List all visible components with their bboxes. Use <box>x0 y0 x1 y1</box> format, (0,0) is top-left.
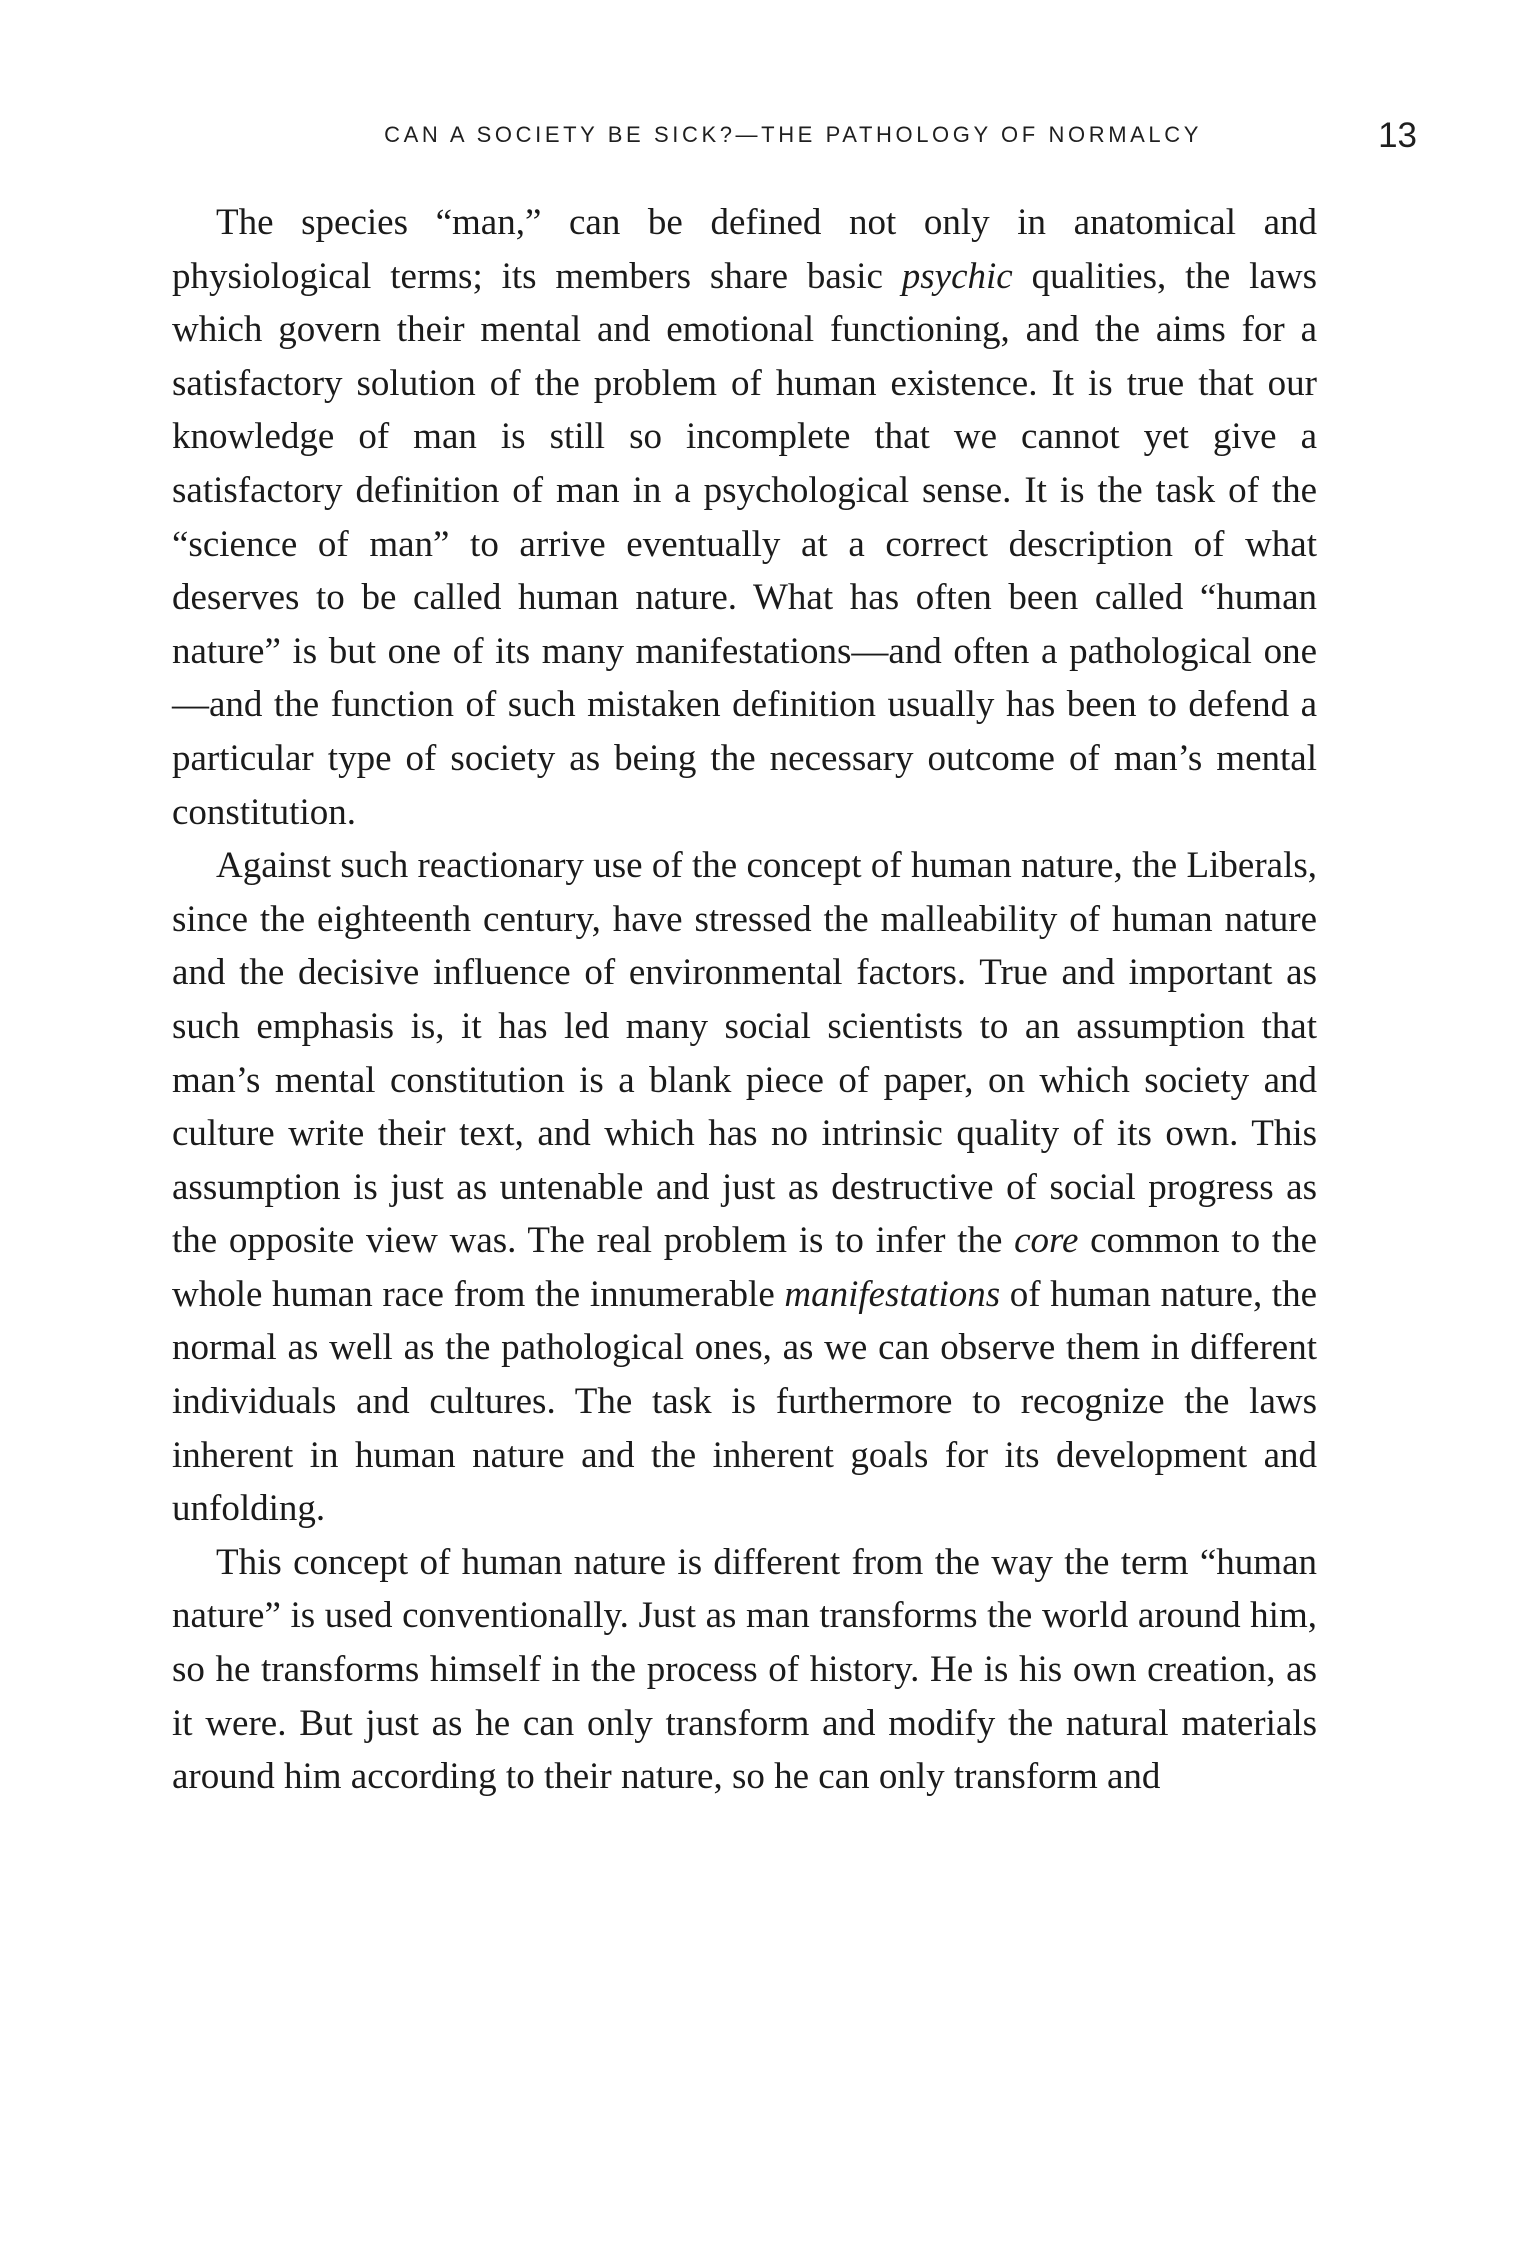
paragraph-2-text: common to the whole human race from the innumerable <box>172 1220 1318 1315</box>
italic-core: core <box>1014 1220 1079 1262</box>
body-text <box>172 196 1317 1804</box>
running-title: CAN A SOCIETY BE SICK?—THE PATHOLOGY OF NORMALCY <box>384 122 1202 147</box>
paragraph-1-text: The species “man,” can be defined not only in anatomical and physiological terms; its members share basic <box>172 202 1317 297</box>
italic-manifestations: manifestations <box>784 1273 1001 1315</box>
italic-psychic: psychic <box>901 255 1013 297</box>
paragraph-3-text: This concept of human nature is different from the way the term “human nature” is used conventionally. Just as man transforms the world around him, so he transforms himself in the process of history. He is his own creation, as it were. But just as he can only transform and modify the natural materials around him according to their nature, so he can only transform and <box>172 1541 1317 1798</box>
paragraph-2-text: of human nature, the normal as well as the pathological ones, as we can observe them in different individuals and cultures. The task is furthermore to recognize the laws inherent in human nature and the inherent goals for its development and unfolding. <box>172 1273 1318 1530</box>
paragraph-1 <box>172 196 1317 839</box>
page-number: 13 <box>1378 116 1417 155</box>
paragraph-2 <box>172 839 1317 1536</box>
paragraph-3 <box>172 1536 1317 1804</box>
paragraph-1-text: qualities, the laws which govern their mental and emotional functioning, and the aims for a satisfactory solution of the problem of human existence. It is true that our knowledge of man is still so incomplete that we cannot yet give a satisfactory definition of man in a psychological sense. It is the task of the “science of man” to arrive eventually at a correct description of what deserves to be called human nature. What has often been called “human nature” is but one of its many manifestations—and often a pathological one—and the function of such mistaken definition usually has been to defend a particular type of society as being the necessary outcome of man’s mental constitution. <box>172 255 1317 833</box>
running-head <box>172 116 1417 156</box>
paragraph-2-text: Against such reactionary use of the concept of human nature, the Liberals, since the eighteenth century, have stressed the malleability of human nature and the decisive influence of environmental factors. True and important as such emphasis is, it has led many social scientists to an assumption that man’s mental constitution is a blank piece of paper, on which society and culture write their text, and which has no intrinsic quality of its own. This assumption is just as untenable and just as destructive of social progress as the opposite view was. The real problem is to infer the <box>172 845 1317 1262</box>
